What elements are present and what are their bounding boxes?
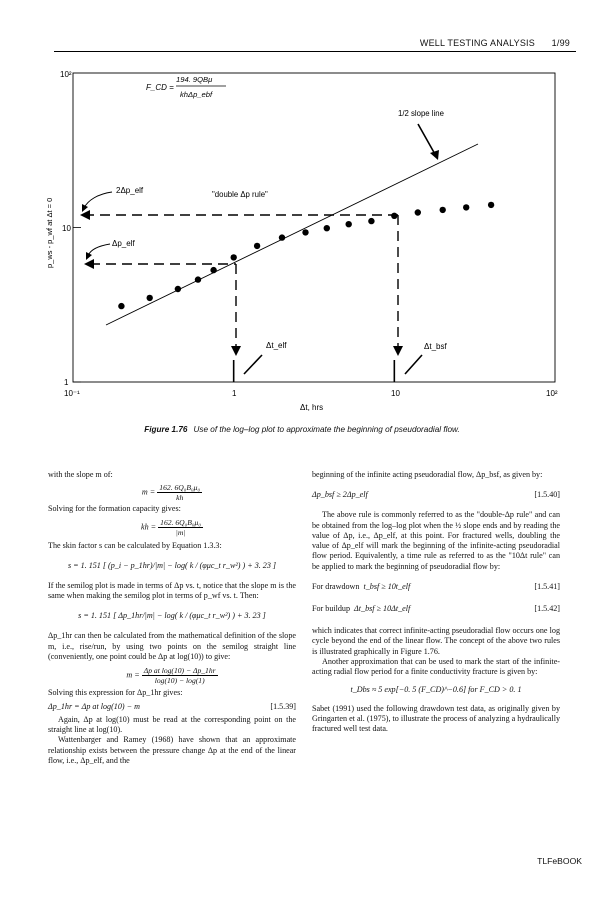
header-page: 1/99 <box>551 38 570 48</box>
data-point <box>118 303 124 309</box>
r-eq3-label: For buildup <box>312 603 350 613</box>
data-point <box>368 218 374 224</box>
left-p5: Δp_1hr can then be calculated from the mathematical definition of the slope m, i.e., rise/run, by using two points on the semilog straight line (conveniently, one point could be Δp at log(10)) to give: <box>48 631 296 662</box>
r-eq2-number: [1.5.41] <box>534 581 560 591</box>
formula-lhs: F_CD = <box>146 83 174 92</box>
eq-buildup <box>312 598 560 620</box>
figure-1-76 <box>0 0 604 420</box>
y-axis-label: p_ws - p_wf at Δt = 0 <box>45 197 54 268</box>
eq2-num: 162. 6Q₀B₀μ₀ <box>160 518 201 528</box>
r-eq2-label: For drawdown <box>312 581 360 591</box>
right-p2: The above rule is commonly referred to as the "double-Δp rule" and can be obtained from the log–log plot when the ½ slope ends and by reading the value of Δp, i.e., Δp_elf, at this point. For fractured wells, doubling the value of Δp_elf will mark the beginning of the infinite-acting pseudoradial flow period. Equivalently, a time rule as referred to as the "10Δt rule" can be applied to mark the beginning of pseudoradial flow by: <box>312 510 560 571</box>
xtick-0.1: 10⁻¹ <box>64 389 80 398</box>
eq5-lhs: m = <box>126 670 140 680</box>
data-point <box>415 209 421 215</box>
data-points <box>118 202 494 310</box>
dpelf-arrow <box>88 244 110 256</box>
eq-skin <box>48 551 296 581</box>
right-column <box>312 470 560 734</box>
slope-arrowhead <box>430 150 439 160</box>
eq5-den: log(10) − log(1) <box>154 675 205 685</box>
x-axis-label: Δt, hrs <box>300 403 324 412</box>
data-point <box>302 229 308 235</box>
left-p3: The skin factor s can be calculated by Equation 1.3.3: <box>48 540 222 550</box>
eq-drawdown <box>312 576 560 598</box>
data-point <box>391 213 397 219</box>
eq2-den: |m| <box>175 528 186 538</box>
left-p6: Solving this expression for Δp_1hr gives: <box>48 688 183 698</box>
ytick-10: 10 <box>62 224 71 233</box>
dtbsf-label: Δt_bsf <box>424 342 447 351</box>
eq1-lhs: m = <box>141 487 156 497</box>
eq-skin-dp <box>48 601 296 631</box>
eq2-lhs: kh = <box>141 522 157 532</box>
ytick-1: 1 <box>64 378 69 387</box>
eq1-num: 162. 6Q₀B₀μ₀ <box>159 482 201 492</box>
eq-double-dp <box>312 480 560 510</box>
eq6-text: Δp_1hr = Δp at log(10) − m <box>48 701 140 711</box>
two-dpelf-arrow <box>84 192 112 208</box>
data-point <box>346 221 352 227</box>
data-point <box>195 276 201 282</box>
data-point <box>210 267 216 273</box>
dtelf-label: Δt_elf <box>266 341 287 350</box>
xtick-10: 10 <box>391 389 400 398</box>
eq-slope <box>48 480 296 504</box>
right-p5: Sabet (1991) used the following drawdown test data, as originally given by Gringarten et al. (1975), to illustrate the process of analyzing a hydraulically fractured well test data. <box>312 703 560 734</box>
formula-numerator: 194. 9QBμ <box>176 75 213 84</box>
r-eq3-text: Δt_bsf ≥ 10Δt_elf <box>354 603 411 613</box>
two-dpelf-arrowhead <box>82 204 88 212</box>
eq3-text: s = 1. 151 [ (p_i − p_1hr)/|m| − log( k / (φμc_t r_w²) ) + 3. 23 ] <box>67 560 277 570</box>
dpelf-label: Δp_elf <box>112 239 135 248</box>
eq4-text: s = 1. 151 [ Δp_1hr/|m| − log( k / (φμc_t r_w²) ) + 3. 23 ] <box>78 611 266 621</box>
r-eq3-number: [1.5.42] <box>534 603 560 613</box>
double-dp-arrowhead <box>80 210 90 220</box>
eq-tdbs <box>312 678 560 704</box>
dtelf-pointer <box>244 355 262 374</box>
eq2-frac <box>158 518 203 537</box>
data-point <box>279 234 285 240</box>
r-eq2-text: t_bsf ≥ 10t_elf <box>363 581 411 591</box>
header-title: WELL TESTING ANALYSIS <box>419 38 535 48</box>
right-p3: which indicates that correct infinite-acting pseudoradial flow occurs one log cycle beyond the end of the linear flow. The concept of the above two rules is illustrated graphically in Figure 1.76. <box>312 626 560 656</box>
left-p1: with the slope m of: <box>48 470 113 479</box>
eq-kh <box>48 515 296 541</box>
data-point <box>488 202 494 208</box>
ytick-100: 10² <box>60 70 72 79</box>
eq5-num: Δp at log(10) − Δp_1hr <box>143 665 216 675</box>
formula-denominator: khΔp_ebf <box>180 90 213 99</box>
slope-label: 1/2 slope line <box>398 109 444 118</box>
r-eq1-number: [1.5.40] <box>534 490 560 500</box>
data-point <box>440 207 446 213</box>
data-point <box>147 295 153 301</box>
eq6-number: [1.5.39] <box>270 701 296 711</box>
data-point <box>175 286 181 292</box>
r-eq4-text: t_Dbs ≈ 5 exp[−0. 5 (F_CD)^−0.6] for F_CD > 0. 1 <box>350 685 522 695</box>
footer-tag: TLFeBOOK <box>537 856 582 866</box>
data-point <box>324 225 330 231</box>
eq1-den: kh <box>176 492 184 502</box>
two-dpelf-label: 2Δp_elf <box>116 186 144 195</box>
right-p1: beginning of the infinite acting pseudoradial flow, Δp_bsf, as given by: <box>312 470 543 479</box>
eq-m <box>48 662 296 688</box>
xtick-1: 1 <box>232 389 237 398</box>
r-eq1-text: Δp_bsf ≥ 2Δp_elf <box>312 490 368 500</box>
data-point <box>254 243 260 249</box>
eq5-frac <box>142 666 218 685</box>
half-slope-line <box>106 144 478 325</box>
dtbsf-pointer <box>405 355 422 374</box>
right-p4: Another approximation that can be used to mark the start of the infinite-acting radial flow period for a finite conductivity fracture is given by: <box>312 656 560 677</box>
left-p7: Again, Δp at log(10) must be read at the corresponding point on the straight line at log(10). <box>48 714 296 734</box>
xtick-100: 10² <box>546 389 558 398</box>
double-dp-label: "double Δp rule" <box>212 190 268 199</box>
figure-caption <box>0 425 604 434</box>
caption-label: Figure 1.76 <box>144 425 188 434</box>
slope-arrow <box>418 124 436 156</box>
plot-frame <box>73 73 555 382</box>
left-column <box>48 470 296 766</box>
caption-text: Use of the log–log plot to approximate the beginning of pseudoradial flow. <box>193 425 460 434</box>
left-p2: Solving for the formation capacity gives: <box>48 504 181 514</box>
eq1-frac <box>157 483 202 502</box>
data-point <box>463 204 469 210</box>
dtelf-arrowhead <box>231 346 241 356</box>
dpelf-arrowhead <box>84 259 94 269</box>
data-point <box>231 254 237 260</box>
left-p8: Wattenbarger and Ramey (1968) have shown that an approximate relationship exists between the pressure change Δp at the end of the linear flow, i.e., Δp_elf, and the <box>48 735 296 765</box>
dtbsf-arrowhead <box>393 346 403 356</box>
eq-dp1hr <box>48 699 296 715</box>
left-p4: If the semilog plot is made in terms of Δp vs. t, notice that the slope m is the same when making the semilog plot in terms of p_wf vs. t. Then: <box>48 580 296 601</box>
